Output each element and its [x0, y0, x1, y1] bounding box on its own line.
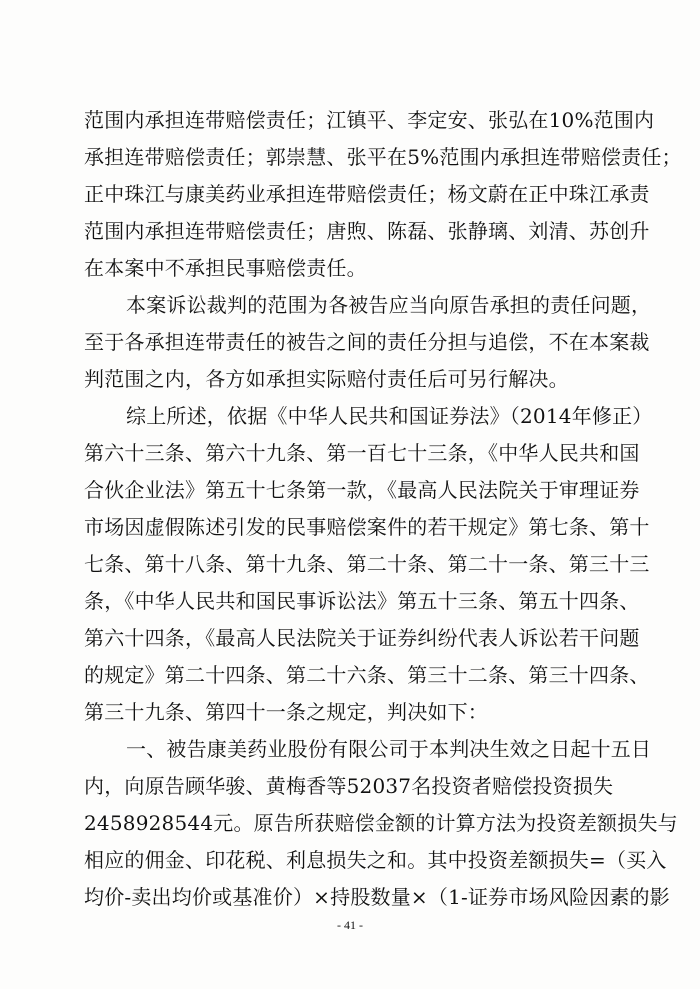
text-line: 至于各承担连带责任的被告之间的责任分担与追偿，不在本案裁 — [84, 330, 650, 354]
paragraph-start-line: 本案诉讼裁判的范围为各被告应当向原告承担的责任问题， — [126, 293, 652, 317]
text-line: 的规定》第二十四条、第二十六条、第三十二条、第三十四条、 — [84, 663, 650, 687]
text-line: 第六十三条、第六十九条、第一百七十三条，《中华人民共和国 — [84, 441, 640, 465]
text-line: 合伙企业法》第五十七条第一款，《最高人民法院关于审理证券 — [84, 478, 640, 502]
page-number: - 41 - — [337, 918, 363, 932]
text-line: 内，向原告顾华骏、黄梅香等52037名投资者赔偿投资损失 — [84, 774, 614, 798]
text-line: 条，《中华人民共和国民事诉讼法》第五十三条、第五十四条、 — [84, 589, 640, 613]
text-line: 承担连带赔偿责任；郭崇慧、张平在5%范围内承担连带赔偿责任； — [84, 145, 682, 169]
text-line: 市场因虚假陈述引发的民事赔偿案件的若干规定》第七条、第十 — [84, 515, 650, 539]
paragraph-start-line: 综上所述，依据《中华人民共和国证券法》（2014年修正） — [126, 404, 653, 428]
text-line: 七条、第十八条、第十九条、第二十条、第二十一条、第三十三 — [84, 552, 650, 576]
text-line: 第三十九条、第四十一条之规定，判决如下： — [84, 700, 488, 724]
text-line: 2458928544元。原告所获赔偿金额的计算方法为投资差额损失与 — [84, 811, 678, 835]
text-line: 相应的佣金、印花税、利息损失之和。其中投资差额损失=（买入 — [84, 848, 667, 872]
text-line: 第六十四条，《最高人民法院关于证券纠纷代表人诉讼若干问题 — [84, 626, 640, 650]
paragraph-start-line: 一、被告康美药业股份有限公司于本判决生效之日起十五日 — [126, 737, 652, 761]
text-line: 判范围之内，各方如承担实际赔付责任后可另行解决。 — [84, 367, 569, 391]
text-line: 在本案中不承担民事赔偿责任。 — [84, 256, 367, 280]
text-line: 范围内承担连带赔偿责任；江镇平、李定安、张弘在10%范围内 — [84, 108, 655, 132]
text-line: 范围内承担连带赔偿责任；唐煦、陈磊、张静璃、刘清、苏创升 — [84, 219, 650, 243]
text-line: 正中珠江与康美药业承担连带赔偿责任；杨文蔚在正中珠江承责 — [84, 182, 650, 206]
text-line: 均价-卖出均价或基准价）×持股数量×（1-证券市场风险因素的影 — [84, 885, 670, 909]
